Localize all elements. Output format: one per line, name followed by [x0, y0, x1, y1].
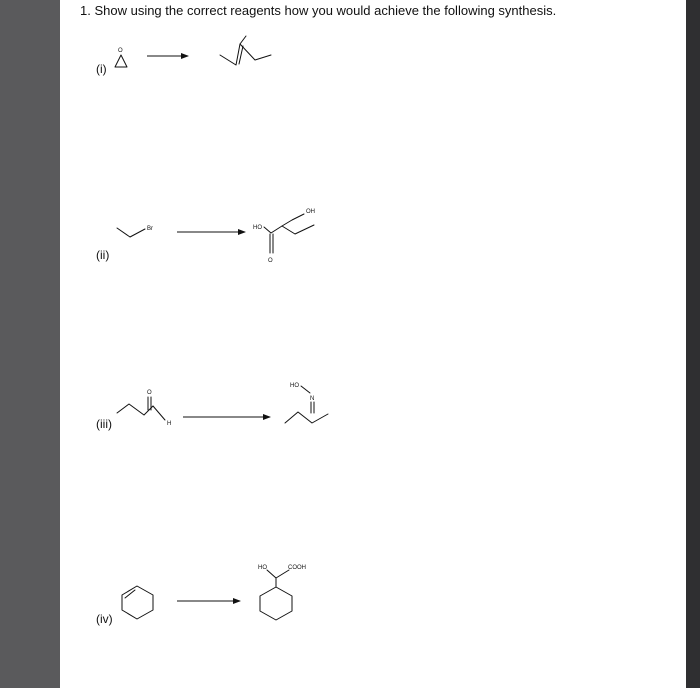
reactant-ii-bromoethane — [117, 226, 153, 237]
product-iii-oxime — [285, 383, 328, 423]
part-label-ii: (ii) — [96, 248, 110, 262]
viewer-right-edge — [686, 0, 700, 688]
atom-iv-cooh: COOH — [288, 565, 306, 571]
atom-ii-br: Br — [147, 226, 153, 232]
question-page — [60, 0, 686, 688]
atom-iv-ho: HO — [258, 565, 267, 571]
atom-iii-h: H — [167, 421, 172, 427]
part-label-iii: (iii) — [96, 417, 112, 431]
reaction-schemes — [60, 0, 686, 688]
atom-ii-oh: OH — [306, 209, 315, 215]
atom-ii-o: O — [268, 258, 273, 264]
atom-iii-n: N — [310, 396, 315, 402]
product-i-alkene — [220, 36, 271, 65]
atom-iii-o: O — [147, 390, 152, 396]
reactant-iv-cyclohexene — [122, 586, 153, 619]
atom-i-o: O — [118, 48, 123, 54]
part-label-i: (i) — [96, 62, 107, 76]
part-label-iv: (iv) — [96, 612, 113, 626]
reactant-iii-aldehyde — [117, 390, 171, 427]
product-ii-hydroxy-acid — [253, 209, 315, 264]
question-title: 1. Show using the correct reagents how you would achieve the following synthesis. — [80, 3, 557, 18]
reactant-i-epoxide — [115, 48, 127, 67]
atom-ii-ho: HO — [253, 225, 262, 231]
product-iv-hydroxy-acid — [258, 565, 306, 620]
atom-iii-ho: HO — [290, 383, 299, 389]
